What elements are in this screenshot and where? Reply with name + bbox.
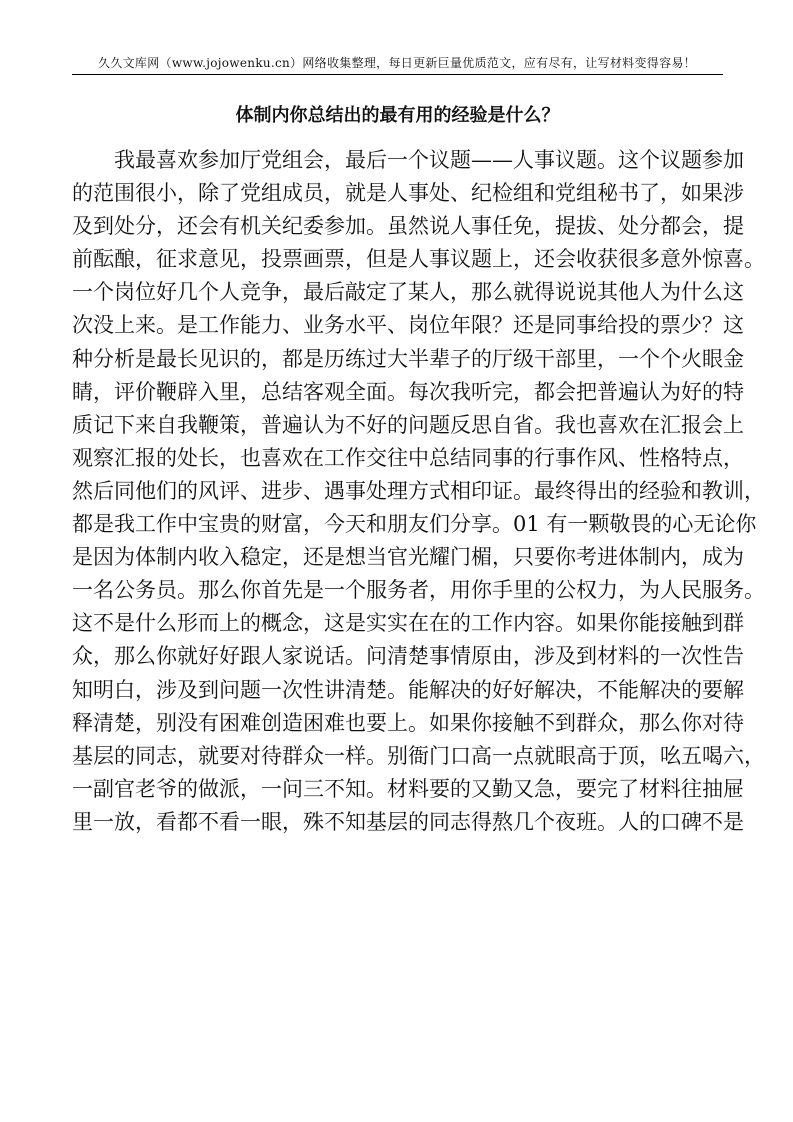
body-line: 然后同他们的风评、进步、遇事处理方式相印证。最终得出的经验和教训， bbox=[72, 478, 765, 503]
body-line: 种分析是最长见识的，都是历练过大半辈子的厅级干部里，一个个火眼金 bbox=[72, 346, 744, 371]
header-divider bbox=[72, 74, 723, 75]
document-body bbox=[72, 144, 765, 839]
body-line: 基层的同志，就要对待群众一样。别衙门口高一点就眼高于顶，吆五喝六， bbox=[72, 743, 765, 768]
body-line: 释清楚，别没有困难创造困难也要上。如果你接触不到群众，那么你对待 bbox=[72, 710, 744, 735]
body-line: 是因为体制内收入稳定，还是想当官光耀门楣，只要你考进体制内，成为 bbox=[72, 545, 744, 570]
body-line: 次没上来。是工作能力、业务水平、岗位年限？还是同事给投的票少？这 bbox=[72, 313, 744, 338]
body-line: 质记下来自我鞭策，普遍认为不好的问题反思自省。我也喜欢在汇报会上 bbox=[72, 412, 744, 437]
body-line: 前酝酿，征求意见，投票画票，但是人事议题上，还会收获很多意外惊喜。 bbox=[72, 247, 765, 272]
body-line: 睛，评价鞭辟入里，总结客观全面。每次我听完，都会把普遍认为好的特 bbox=[72, 379, 744, 404]
body-line: 一名公务员。那么你首先是一个服务者，用你手里的公权力，为人民服务。 bbox=[72, 578, 765, 603]
body-line: 一个岗位好几个人竞争，最后敲定了某人，那么就得说说其他人为什么这 bbox=[72, 280, 744, 305]
body-line: 我最喜欢参加厅党组会，最后一个议题——人事议题。这个议题参加 bbox=[114, 148, 744, 172]
body-line: 这不是什么形而上的概念，这是实实在在的工作内容。如果你能接触到群 bbox=[72, 611, 744, 636]
body-line: 一副官老爷的做派，一问三不知。材料要的又勤又急，要完了材料往抽屉 bbox=[72, 776, 744, 801]
body-line: 都是我工作中宝贵的财富，今天和朋友们分享。01 有一颗敬畏的心无论你 bbox=[72, 512, 757, 537]
body-line: 里一放，看都不看一眼，殊不知基层的同志得熬几个夜班。人的口碑不是 bbox=[72, 809, 744, 834]
body-line: 众，那么你就好好跟人家说话。问清楚事情原由，涉及到材料的一次性告 bbox=[72, 644, 744, 669]
body-line: 观察汇报的处长，也喜欢在工作交往中总结同事的行事作风、性格特点， bbox=[72, 445, 744, 470]
document-title: 体制内你总结出的最有用的经验是什么？ bbox=[235, 105, 560, 126]
page-header: 久久文库网（www.jojowenku.cn）网络收集整理，每日更新巨量优质范文，应有尽有，让写材料变得容易！ bbox=[98, 56, 696, 70]
body-line: 的范围很小，除了党组成员，就是人事处、纪检组和党组秘书了，如果涉 bbox=[72, 181, 744, 206]
body-line: 知明白，涉及到问题一次性讲清楚。能解决的好好解决，不能解决的要解 bbox=[72, 677, 744, 702]
body-line: 及到处分，还会有机关纪委参加。虽然说人事任免，提拔、处分都会，提 bbox=[72, 214, 744, 239]
